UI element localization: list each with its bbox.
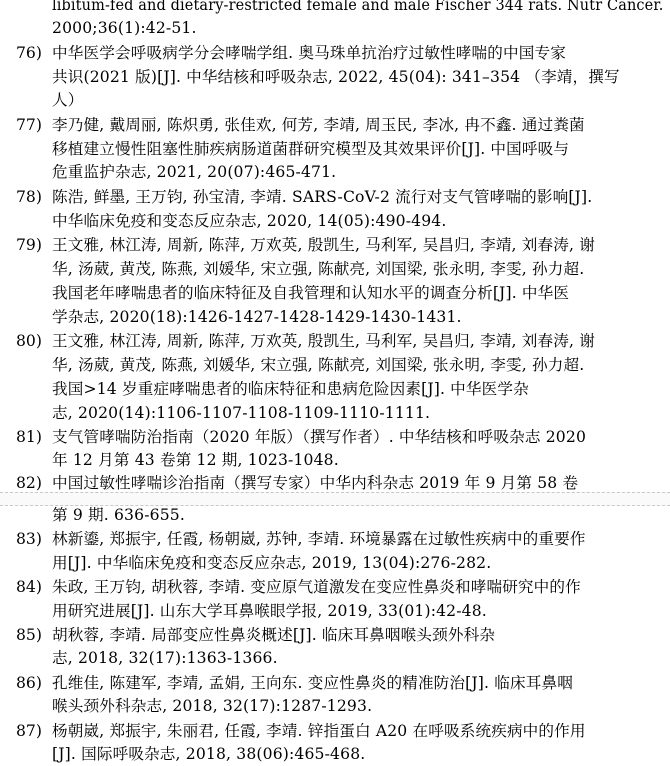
reference-text-line: 移植建立慢性阻塞性肺疾病肠道菌群研究模型及其效果评价[J]. 中国呼吸与 bbox=[52, 140, 570, 158]
reference-text-line: 喉头颈外科杂志, 2018, 32(17):1287-1293. bbox=[52, 697, 373, 715]
reference-number: 83) bbox=[16, 530, 42, 548]
reference-text-line: 用研究进展[J]. 山东大学耳鼻喉眼学报, 2019, 33(01):42-48. bbox=[52, 602, 487, 620]
reference-text-line: 共识(2021 版)[J]. 中华结核和呼吸杂志, 2022, 45(04): 341–354 （李靖，撰写 bbox=[52, 68, 620, 86]
reference-text-line: 中华医学会呼吸病学分会哮喘学组. 奥马珠单抗治疗过敏性哮喘的中国专家 bbox=[52, 44, 567, 62]
reference-text-line: 学杂志, 2020(18):1426-1427-1428-1429-1430-1431. bbox=[52, 308, 462, 326]
reference-text-line: 孔维佳, 陈建军, 李靖, 孟娟, 王向东. 变应性鼻炎的精准防治[J]. 临床耳鼻咽 bbox=[52, 674, 573, 692]
reference-text-line: 中国过敏性哮喘诊治指南（撰写专家）中华内科杂志 2019 年 9 月第 58 卷 bbox=[52, 474, 579, 492]
reference-text-line: [J]. 国际呼吸杂志, 2018, 38(06):465-468. bbox=[52, 745, 366, 763]
reference-number: 87) bbox=[16, 722, 42, 740]
reference-text-line: 年 12 月第 43 卷第 12 期, 1023-1048. bbox=[52, 451, 339, 469]
reference-number: 80) bbox=[16, 332, 42, 350]
reference-number: 77) bbox=[16, 116, 42, 134]
reference-text-line: 我国>14 岁重症哮喘患者的临床特征和患病危险因素[J]. 中华医学杂 bbox=[52, 380, 529, 398]
reference-number: 84) bbox=[16, 578, 42, 596]
reference-text-line: 危重监护杂志, 2021, 20(07):465-471. bbox=[52, 163, 337, 181]
reference-text-line: 杨朝崴, 郑振宇, 朱丽君, 任霞, 李靖. 锌指蛋白 A20 在呼吸系统疾病中的作用 bbox=[52, 722, 586, 740]
reference-number: 81) bbox=[16, 428, 42, 446]
reference-text-line: 李乃健, 戴周丽, 陈炽勇, 张佳欢, 何芳, 李靖, 周玉民, 李冰, 冉不鑫. 通过粪菌 bbox=[52, 116, 585, 134]
reference-text-line: 林新鎏, 郑振宇, 任霞, 杨朝崴, 苏钟, 李靖. 环境暴露在过敏性疾病中的重要作 bbox=[52, 530, 586, 548]
reference-text-line: 志, 2020(14):1106-1107-1108-1109-1110-1111. bbox=[52, 404, 431, 422]
reference-text-line: 华, 汤葳, 黄茂, 陈燕, 刘媛华, 宋立强, 陈献亮, 刘国梁, 张永明, 李雯, 孙力超. bbox=[52, 356, 585, 374]
reference-text-line: 华, 汤葳, 黄茂, 陈燕, 刘媛华, 宋立强, 陈献亮, 刘国梁, 张永明, 李雯, 孙力超. bbox=[52, 260, 585, 278]
reference-text-line: 朱政, 王万钧, 胡秋蓉, 李靖. 变应原气道激发在变应性鼻炎和哮喘研究中的作 bbox=[52, 578, 581, 596]
reference-text-line: 用[J]. 中华临床免疫和变态反应杂志, 2019, 13(04):276-282. bbox=[52, 554, 492, 572]
reference-number: 76) bbox=[16, 44, 42, 62]
reference-text-line: 我国老年哮喘患者的临床特征及自我管理和认知水平的调查分析[J]. 中华医 bbox=[52, 284, 570, 302]
reference-number: 86) bbox=[16, 674, 42, 692]
reference-text-line: 王文雅, 林江涛, 周新, 陈萍, 万欢英, 殷凯生, 马利军, 吴昌归, 李靖, 刘春涛, 谢 bbox=[52, 236, 595, 254]
reference-text-line: 王文雅, 林江涛, 周新, 陈萍, 万欢英, 殷凯生, 马利军, 吴昌归, 李靖, 刘春涛, 谢 bbox=[52, 332, 595, 350]
reference-number: 78) bbox=[16, 188, 42, 206]
reference-text-line: 2000;36(1):42-51. bbox=[52, 19, 197, 37]
reference-text-line: 志, 2018, 32(17):1363-1366. bbox=[52, 649, 278, 667]
reference-text-line: 胡秋蓉, 李靖. 局部变应性鼻炎概述[J]. 临床耳鼻咽喉头颈外科杂 bbox=[52, 626, 496, 644]
reference-number: 85) bbox=[16, 626, 42, 644]
reference-text-line: 陈浩, 鲜墨, 王万钧, 孙宝清, 李靖. SARS-CoV-2 流行对支气管哮喘的影响[J]. bbox=[52, 188, 593, 206]
reference-text-line: 人） bbox=[52, 91, 84, 109]
reference-text-line: 支气管哮喘防治指南（2020 年版）（撰写作者）. 中华结核和呼吸杂志 2020 bbox=[52, 428, 587, 446]
reference-number: 79) bbox=[16, 236, 42, 254]
reference-text-line: libitum-fed and dietary-restricted female and male Fischer 344 rats. Nutr Cancer. bbox=[52, 0, 664, 14]
reference-text-line: 第 9 期. 636-655. bbox=[52, 506, 185, 524]
reference-number: 82) bbox=[16, 474, 42, 492]
reference-text-line: 中华临床免疫和变态反应杂志, 2020, 14(05):490-494. bbox=[52, 212, 447, 230]
